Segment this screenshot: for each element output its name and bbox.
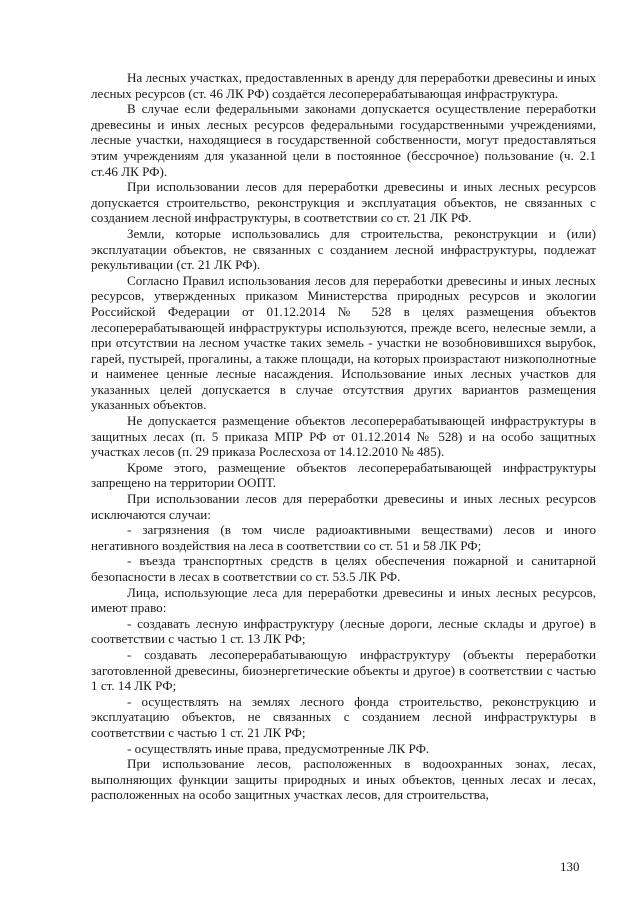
list-item-pollution: - загрязнения (в том числе радиоактивными веществами) лесов и иного негативного воздействия на леса в соответствии со ст. 51 и 58 ЛК РФ; xyxy=(91,522,596,553)
list-item-processing-infrastructure: - создавать лесоперерабатывающую инфраструктуру (объекты переработки заготовленной древесины, биоэнергетические объекты и другое) в соответствии с частью 1 ст. 14 ЛК РФ; xyxy=(91,646,596,694)
paragraph-6: Не допускается размещение объектов лесоперерабатывающей инфраструктуры в защитных лесах (п. 5 приказа МПР РФ от 01.12.2014 № 528) и на особо защитных участках лесов (п. 29 приказа Рослесхоза от 14.12.2010 № 485). xyxy=(91,413,596,460)
paragraph-5: Согласно Правил использования лесов для переработки древесины и иных лесных ресурсов, утвержденных приказом Министерства природных ресурсов и экологии Российской Федерации от 01.12.2014 № 528 в целях размещения объектов лесоперерабатывающей инфраструктуры используются, прежде всего, нелесные земли, а при отсутствии на лесном участке таких земель - участки не возобновившихся вырубок, гарей, пустырей, прогалины, а также площади, на которых произрастают низкополнотные и наименее ценные лесные насаждения. Использование иных лесных участков для указанных целей допускается в случае отсутствия других вариантов размещения указанных объектов. xyxy=(91,272,596,413)
paragraph-rights: Лица, использующие леса для переработки древесины и иных лесных ресурсов, имеют право: xyxy=(91,584,596,616)
list-item-construction: - осуществлять на землях лесного фонда строительство, реконструкцию и эксплуатацию объектов, не связанных с созданием лесной инфраструктуры в соответствии с частью 1 ст. 21 ЛК РФ; xyxy=(91,693,596,740)
list-item-other-rights: - осуществлять иные права, предусмотренные ЛК РФ. xyxy=(127,740,430,756)
paragraph-2: В случае если федеральными законами допускается осуществление переработки древесины и иных лесных ресурсов федеральными государственными учреждениями, лесные участки, находящиеся в государственной собственности, могут предоставляться этим учреждениям для указанной цели в постоянное (бессрочное) пользование (ч. 2.1 ст.46 ЛК РФ). xyxy=(91,101,596,179)
list-item-vehicles: - въезда транспортных средств в целях обеспечения пожарной и санитарной безопасности в лесах в соответствии со ст. 53.5 ЛК РФ. xyxy=(91,553,596,584)
page-number: 130 xyxy=(560,859,580,874)
paragraph-4: Земли, которые использовались для строительства, реконструкции и (или) эксплуатации объектов, не связанных с созданием лесной инфраструктуры, подлежат рекультивации (ст. 21 ЛК РФ). xyxy=(91,225,596,273)
paragraph-7: Кроме этого, размещение объектов лесоперерабатывающей инфраструктуры запрещено на территории ООПТ. xyxy=(91,459,596,491)
paragraph-3: При использовании лесов для переработки древесины и иных лесных ресурсов допускается строительство, реконструкция и эксплуатация объектов, не связанных с созданием лесной инфраструктуры, в соответствии со ст. 21 ЛК РФ. xyxy=(91,179,596,226)
paragraph-1: На лесных участках, предоставленных в аренду для переработки древесины и иных лесных ресурсов (ст. 46 ЛК РФ) создаётся лесоперерабатывающая инфраструктура. xyxy=(91,70,596,101)
document-body xyxy=(91,70,596,803)
paragraph-last: При использование лесов, расположенных в водоохранных зонах, лесах, выполняющих функции защиты природных и иных объектов, ценных лесах и лесах, расположенных на особо защитных участках лесов, для строительства, xyxy=(91,756,596,803)
list-item-forest-infrastructure: - создавать лесную инфраструктуру (лесные дороги, лесные склады и другое) в соответствии с частью 1 ст. 13 ЛК РФ; xyxy=(91,615,596,647)
paragraph-8: При использовании лесов для переработки древесины и иных лесных ресурсов исключаются случаи: xyxy=(91,491,596,522)
